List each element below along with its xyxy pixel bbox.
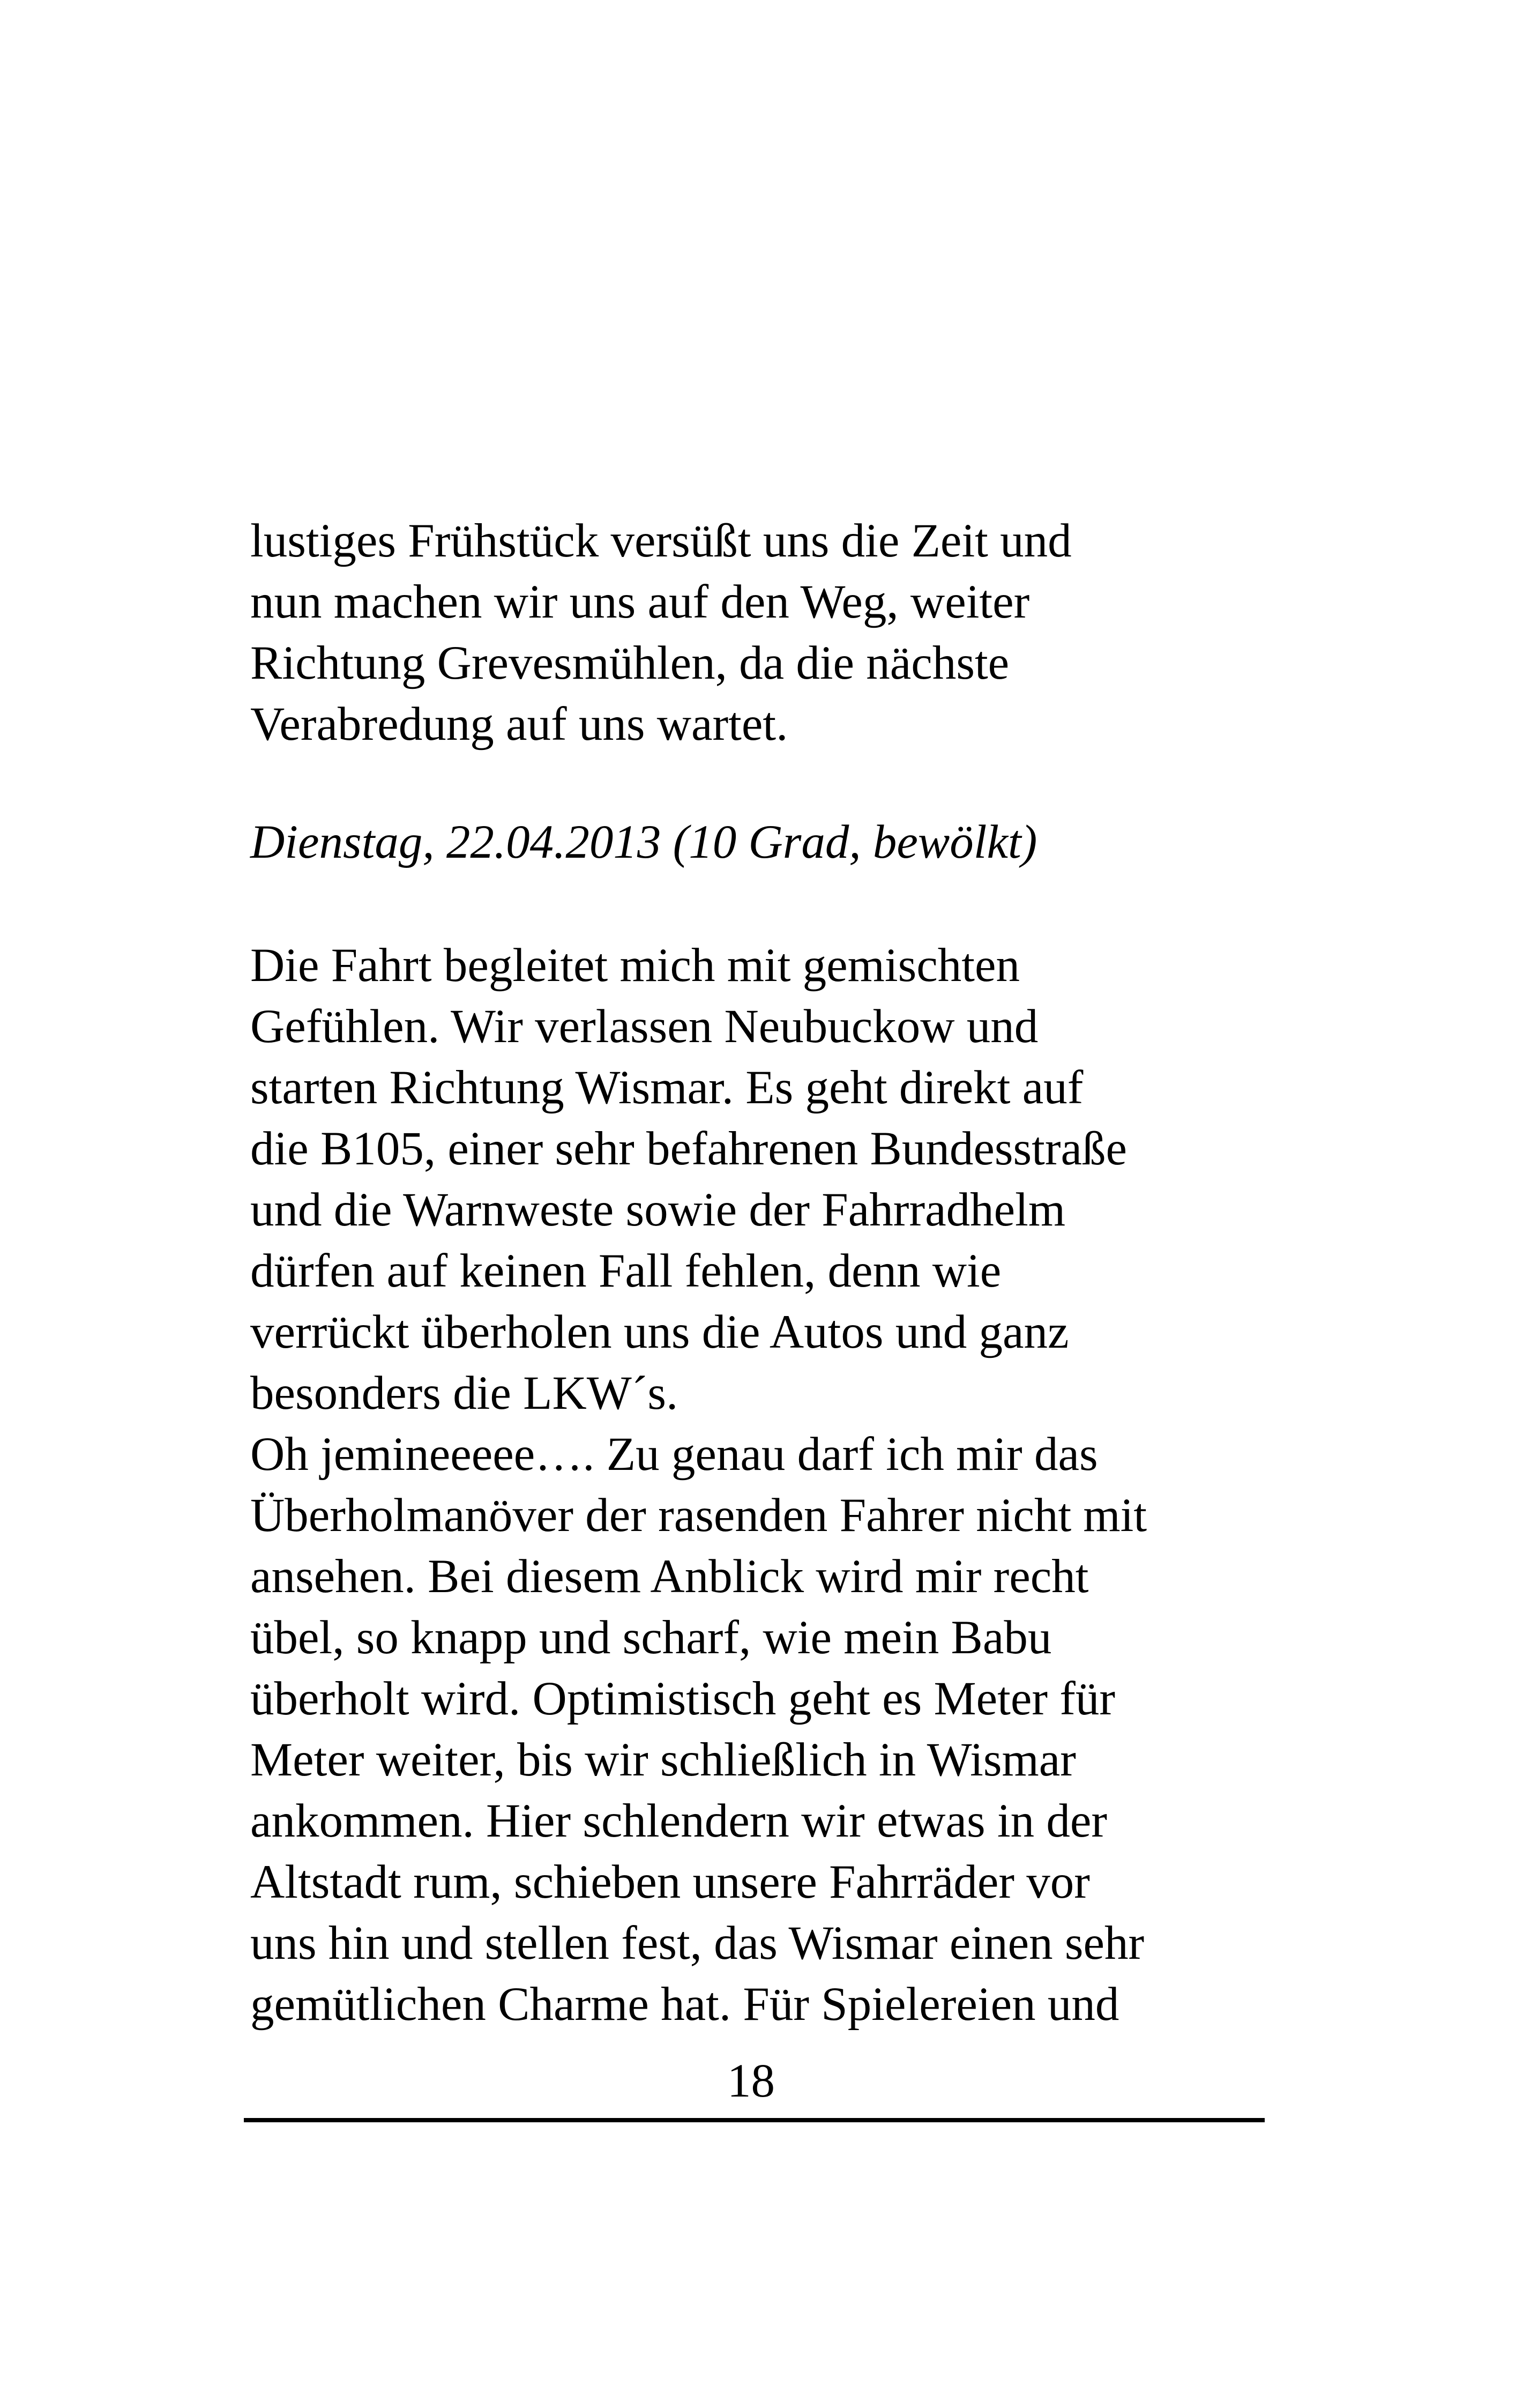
text-line: ankommen. Hier schlendern wir etwas in der: [250, 1795, 1108, 1847]
text-line: Die Fahrt begleitet mich mit gemischten: [250, 939, 1020, 992]
text-line: nun machen wir uns auf den Weg, weiter: [250, 576, 1030, 628]
text-line: Überholmanöver der rasenden Fahrer nicht mit: [250, 1489, 1147, 1542]
text-line: uns hin und stellen fest, das Wismar einen sehr: [250, 1917, 1145, 1969]
text-line: ansehen. Bei diesem Anblick wird mir recht: [250, 1550, 1089, 1603]
text-line: gemütlichen Charme hat. Für Spielereien und: [250, 1978, 1119, 2031]
paragraph-2: [250, 935, 1268, 2035]
text-line: Altstadt rum, schieben unsere Fahrräder vor: [250, 1856, 1090, 1908]
diary-entry-heading: Dienstag, 22.04.2013 (10 Grad, bewölkt): [250, 816, 1037, 868]
text-line: und die Warnweste sowie der Fahrradhelm: [250, 1184, 1066, 1236]
text-line: übel, so knapp und scharf, wie mein Babu: [250, 1611, 1052, 1664]
text-line: die B105, einer sehr befahrenen Bundesstraße: [250, 1123, 1128, 1175]
text-line: Richtung Grevesmühlen, da die nächste: [250, 637, 1010, 689]
text-line: Meter weiter, bis wir schließlich in Wismar: [250, 1734, 1076, 1786]
text-line: Verabredung auf uns wartet.: [250, 698, 788, 750]
text-line: lustiges Frühstück versüßt uns die Zeit und: [250, 515, 1072, 567]
text-line: verrückt überholen uns die Autos und ganz: [250, 1306, 1069, 1358]
text-line: Oh jemineeeee…. Zu genau darf ich mir das: [250, 1428, 1098, 1481]
text-line: besonders die LKW´s.: [250, 1367, 678, 1419]
text-line: dürfen auf keinen Fall fehlen, denn wie: [250, 1245, 1002, 1297]
footer-rule: [244, 2118, 1265, 2122]
page-number: 18: [727, 2055, 775, 2107]
text-line: Gefühlen. Wir verlassen Neubuckow und: [250, 1000, 1039, 1053]
text-line: überholt wird. Optimistisch geht es Meter für: [250, 1673, 1116, 1725]
paragraph-1: [250, 510, 1268, 755]
text-line: starten Richtung Wismar. Es geht direkt auf: [250, 1061, 1084, 1114]
